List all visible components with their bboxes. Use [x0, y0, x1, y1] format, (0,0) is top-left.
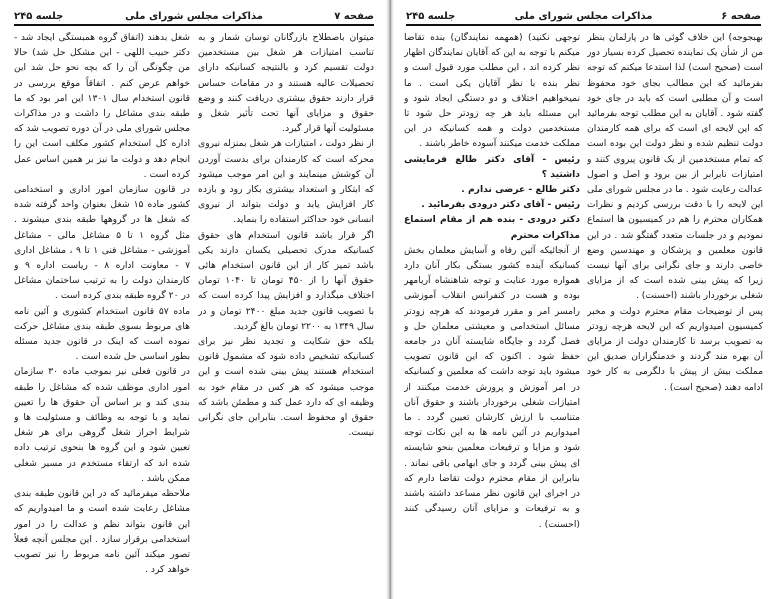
session-number: جلسه ۲۴۵: [14, 11, 64, 22]
page-header: [406, 6, 761, 26]
paragraph: اگر قرار باشد قانون استخدام های حقوق کسانیکه مدرک تحصیلی یکسان دارند یکی باشد تمیز کار از این قانون استخدام هائی حقوق آنها را از ۴۵۰ تومان تا ۱۰۴۰ تومان اختلاف میگذارد و افزایش پیدا کرده است که با تصویب قانون جدید مبلغ ۲۴۰۰ تومان و در سال ۱۳۴۹ به ۲۲۰۰ تومان بالغ گردید.: [198, 229, 374, 332]
paragraph: ملاحظه میفرمائید که در این قانون طبقه بندی مشاغل رعایت شده است و ما امیدواریم که این قانون بتواند نظم و عدالت را در امور استخدامی برقرار سازد . این مجلس آنچه فعلاً تصور میکند آئین نامه مربوط را نیز تصویب خواهد کرد .: [14, 488, 190, 576]
text-column-left: [404, 30, 580, 593]
paragraph: شغل بدهند (اتفاق گروه همبستگی ایجاد شد - دکتر حبیب اللهی - این مشکل حل شد) حالا من چگونگی آن را که بچه نحو حل شد این خواهم عرض کنم . اتفاقاً موقع بررسی در قانون استخدام سال ۱۳۰۱ این امر بود که ما طبقه بندی مشاغل را داشت و در مذاکرات مجلس شورای ملی در آن دوره تصویب شد که اداره کل استخدام کشور مکلف است این را انجام دهد و دولت ما نیز بر همین اساس عمل کرده است .: [14, 32, 190, 180]
paragraph: بلکه حق شکایت و تجدید نظر نیز برای کسانیکه تشخیص داده شود که مشمول قانون استخدام هستند پیش بینی شده است و این موجب میشود که هر کس در مقام خود به وظیفه ای که دارد عمل کند و مطمئن باشد که حقوق او محفوظ است. بنابراین جای نگرانی نیست.: [198, 336, 374, 439]
paragraph: در قانون سازمان امور اداری و استخدامی کشور ماده ۱۵ شغل بعنوان واحد گرفته شده که شغل ها در گروهها طبقه بندی میشوند . مثل گروه ۱ تا ۵ مشاغل مالی - مشاغل آموزشی - مشاغل فنی ۱ تا ۹ ، مشاغل اداری ۷ - معاونت اداره ۸ - ریاست اداره ۹ و کارمندان دولت را به ترتیب ساختمان مشاغل در ۲۰ گروه طبقه بندی کرده است .: [14, 184, 190, 302]
text-column-right: [587, 30, 763, 593]
text-column-right: [198, 30, 374, 593]
paragraph: در قانون فعلی نیز بموجب ماده ۳۰ سازمان امور اداری موظف شده که مشاغل را طبقه بندی کند و بر اساس آن حقوق ها را تعیین نماید و با توجه به وظائف و مسئولیت ها و شرایط احراز شغل گروهی برای هر شغل تعیین شود و این گروه ها بنحوی ترتیب داده شده اند که ارتقاء مستخدم در مسیر شغلی ممکن باشد .: [14, 366, 190, 484]
session-number: جلسه ۲۴۵: [406, 11, 456, 22]
paragraph: میتوان باصطلاح بازرگانان توسان شمار و به تناسب امتیازات هر شغل بین مستخدمین دولت تقسیم کرد و بالنتیجه کسانیکه دارای تحصیلات عالیه هستند و در مقامات حساس قرار دارند حقوق بیشتری دریافت کنند و وضع حقوق و مزایای آنها تحت تأثیر شغل و مسئولیت آنها قرار گیرد.: [198, 32, 374, 135]
paragraph: از نظر دولت ، امتیازات هر شغل بمنزله نیروی محرکه است که کارمندان برای بدست آوردن آن کوشش مینمایند و این امر موجب میشود که ابتکار و استعداد بیشتری بکار رود و بازده کار افزایش یابد و دولت بتواند از نیروی انسانی خود حداکثر استفاده را بنماید.: [198, 138, 374, 226]
speaker-line: رئیس - آقای دکتر طالع فرمایشی داشتید ؟: [404, 153, 580, 180]
paragraph: پس از توضیحات مقام محترم دولت و مخبر کمیسیون امیدواریم که این لایحه هرچه زودتر به تصویب برسد تا کارمندان دولت از مزایای آن بهره مند گردند و خدمتگزاران صدیق این مملکت بیش از پیش با دلگرمی به کار خود ادامه دهند (صحیح است) .: [587, 305, 763, 393]
paragraph: از آنجائیکه آئین رفاه و آسایش معلمان بخش کسانیکه آینده کشور بستگی بکار آنان دارد همواره مورد عنایت و توجه شاهنشاه آریامهر بوده و هست در کنفرانس انقلاب آموزشی رامسر امر و مقرر فرمودند که هرچه زودتر مسائل استخدامی و معیشتی معلمان حل و فصل گردد و جایگاه شایسته آنان در جامعه حفظ شود . اکنون که این قانون تصویب میشود باید توجه داشت که معلمین و کسانیکه در امر آموزش و پرورش خدمت میکنند از امتیازات شغلی برخوردار باشند و حقوق آنان متناسب با ارزش کارشان تعیین گردد . ما امیدواریم در آئین نامه ها به این نکات توجه شود و مزایا و ترفیعات معلمین بنحو شایسته ای پیش بینی گردد و جای ابهامی باقی نماند . بنابراین از مقام محترم دولت تقاضا دارم که در اجرای این قانون نظر مساعد داشته باشند و به ترفیعات و مزایای آنان رسیدگی کنند (احسنت) .: [404, 244, 580, 530]
speaker-line: دکتر درودی - بنده هم از مقام استماع مذاکرات محترم: [404, 214, 580, 241]
speaker-line: دکتر طالع - عرضی ندارم .: [461, 184, 580, 196]
page-header: [14, 6, 374, 26]
paragraph: توجهی نکنید) (همهمه نمایندگان) بنده تقاضا میکنم با توجه به این که آقایان نمایندگان اظهار نظر کرده اند ، این مطلب مورد قبول است و نظر بنده با نظر آقایان یکی است . ما نمیخواهیم اختلاف و دو دستگی ایجاد شود و این مسئله باید هر چه زودتر حل شود تا مستخدمین دولت و همه کسانیکه در این مملکت خدمت میکنند آسوده خاطر باشند .: [404, 32, 580, 150]
speaker-line: رئیس - آقای دکتر درودی بفرمائید .: [421, 199, 580, 211]
running-title: مذاکرات مجلس شورای ملی: [125, 11, 263, 22]
text-column-left: [14, 30, 190, 593]
paragraph: ماده ۵۷ قانون استخدام کشوری و آئین نامه های مربوط بسوی طبقه بندی مشاغل حرکت نموده است که اینک در قانون جدید مسئله بطور اساسی حل شده است .: [14, 305, 190, 363]
paragraph: بهبجوجه) این خلاف گوئی ها در پارلمان بنظر من از شأن یک نماینده تحصیل کرده بسیار دور است (صحیح است) لذا استدعا میکنم که توجه بفرمائید که این مطالب بجای خود محفوظ است و آن مطلبی است که باید در جای خود گفته شود . آقایان به این مطلب توجه بفرمائید که این لایحه ای است که برای همه کارمندان دولت تنظیم شده و نظر دولت این بوده است که تمام مستخدمین از یک قانون پیروی کنند و امتیازات نابرابر از بین برود و اصل و اصول عدالت رعایت شود . ما در مجلس شورای ملی این لایحه را با دقت بررسی کردیم و نظرات همکاران محترم را هم در کمیسیون ها استماع نمودیم و در جلسات متعدد گفتگو شد . در این قانون معلمین و پزشکان و مهندسین وضع خاصی دارند و جای نگرانی برای آنها نیست زیرا که پیش بینی شده است که از مزایای شغلی برخوردار باشند (احسنت) .: [587, 32, 763, 302]
page-number: صفحه ۷: [334, 11, 374, 22]
page-6: [392, 0, 775, 599]
running-title: مذاکرات مجلس شورای ملی: [514, 11, 653, 22]
page-number: صفحه ۶: [721, 11, 761, 22]
